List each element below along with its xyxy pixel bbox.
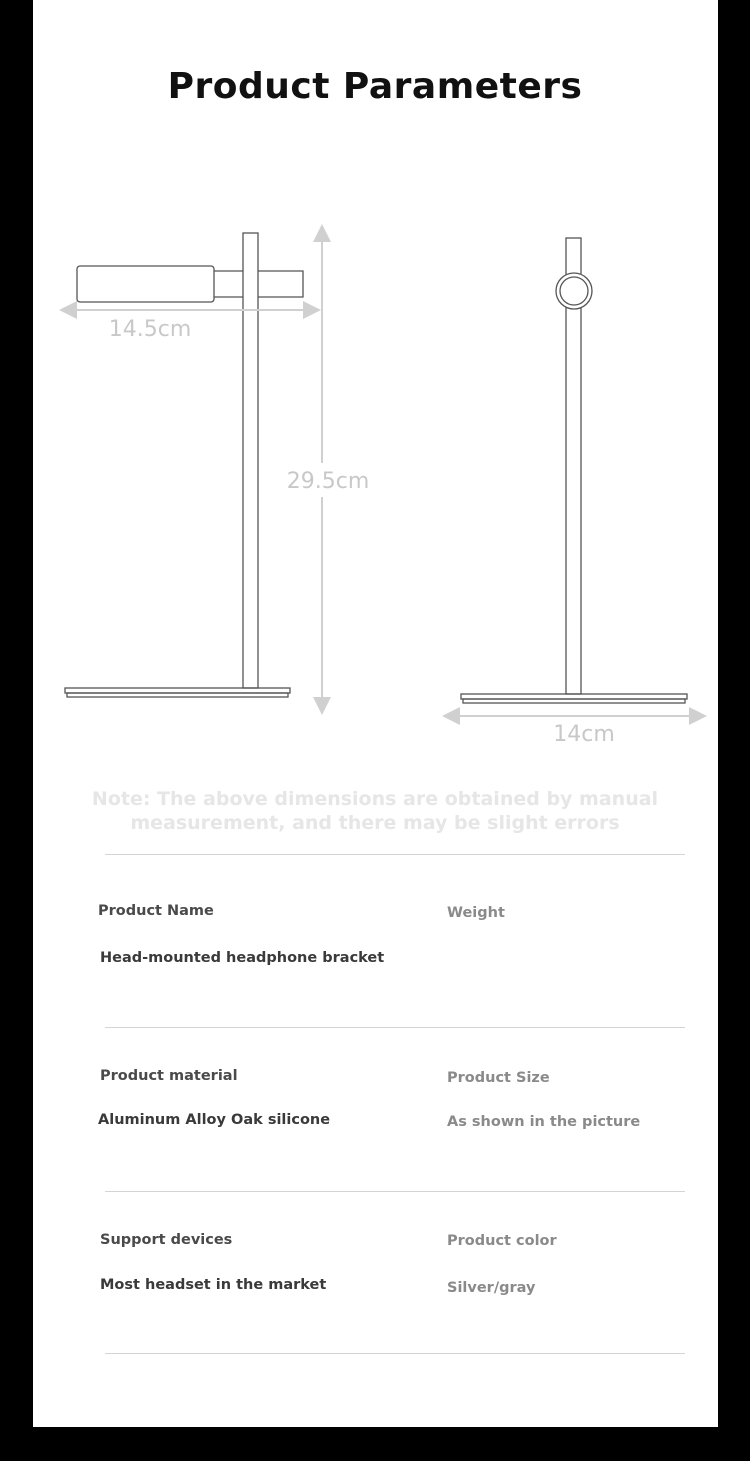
side-base-bottom [67,693,288,697]
material-label: Product material [100,1068,238,1084]
devices-label: Support devices [100,1232,233,1248]
size-value: As shown in the picture [447,1114,641,1130]
divider [105,1353,685,1354]
size-label: Product Size [447,1070,550,1086]
product-name-value: Head-mounted headphone bracket [100,950,385,966]
side-view-stand [65,233,303,697]
front-knob-outer [556,273,592,309]
height-label: 29.5cm [286,469,370,494]
front-base-top [461,694,687,699]
side-pole [243,233,258,688]
side-arm-handle [77,266,214,302]
product-name-label: Product Name [98,903,214,919]
width-side-label: 14.5cm [108,317,192,342]
material-value: Aluminum Alloy Oak silicone [98,1112,331,1128]
page-title: Product Parameters [167,66,583,107]
width-front-label: 14cm [553,722,615,747]
divider [105,1027,685,1028]
weight-label: Weight [447,905,505,921]
front-base-bottom [463,699,685,703]
side-base-top [65,688,290,693]
divider [105,854,685,855]
measurement-note: Note: The above dimensions are obtained by manual measurement, and there may be slight errors [91,788,659,834]
color-label: Product color [447,1233,557,1249]
devices-value: Most headset in the market [100,1277,327,1293]
color-value: Silver/gray [447,1280,536,1296]
divider [105,1191,685,1192]
front-view-stand [461,238,687,703]
